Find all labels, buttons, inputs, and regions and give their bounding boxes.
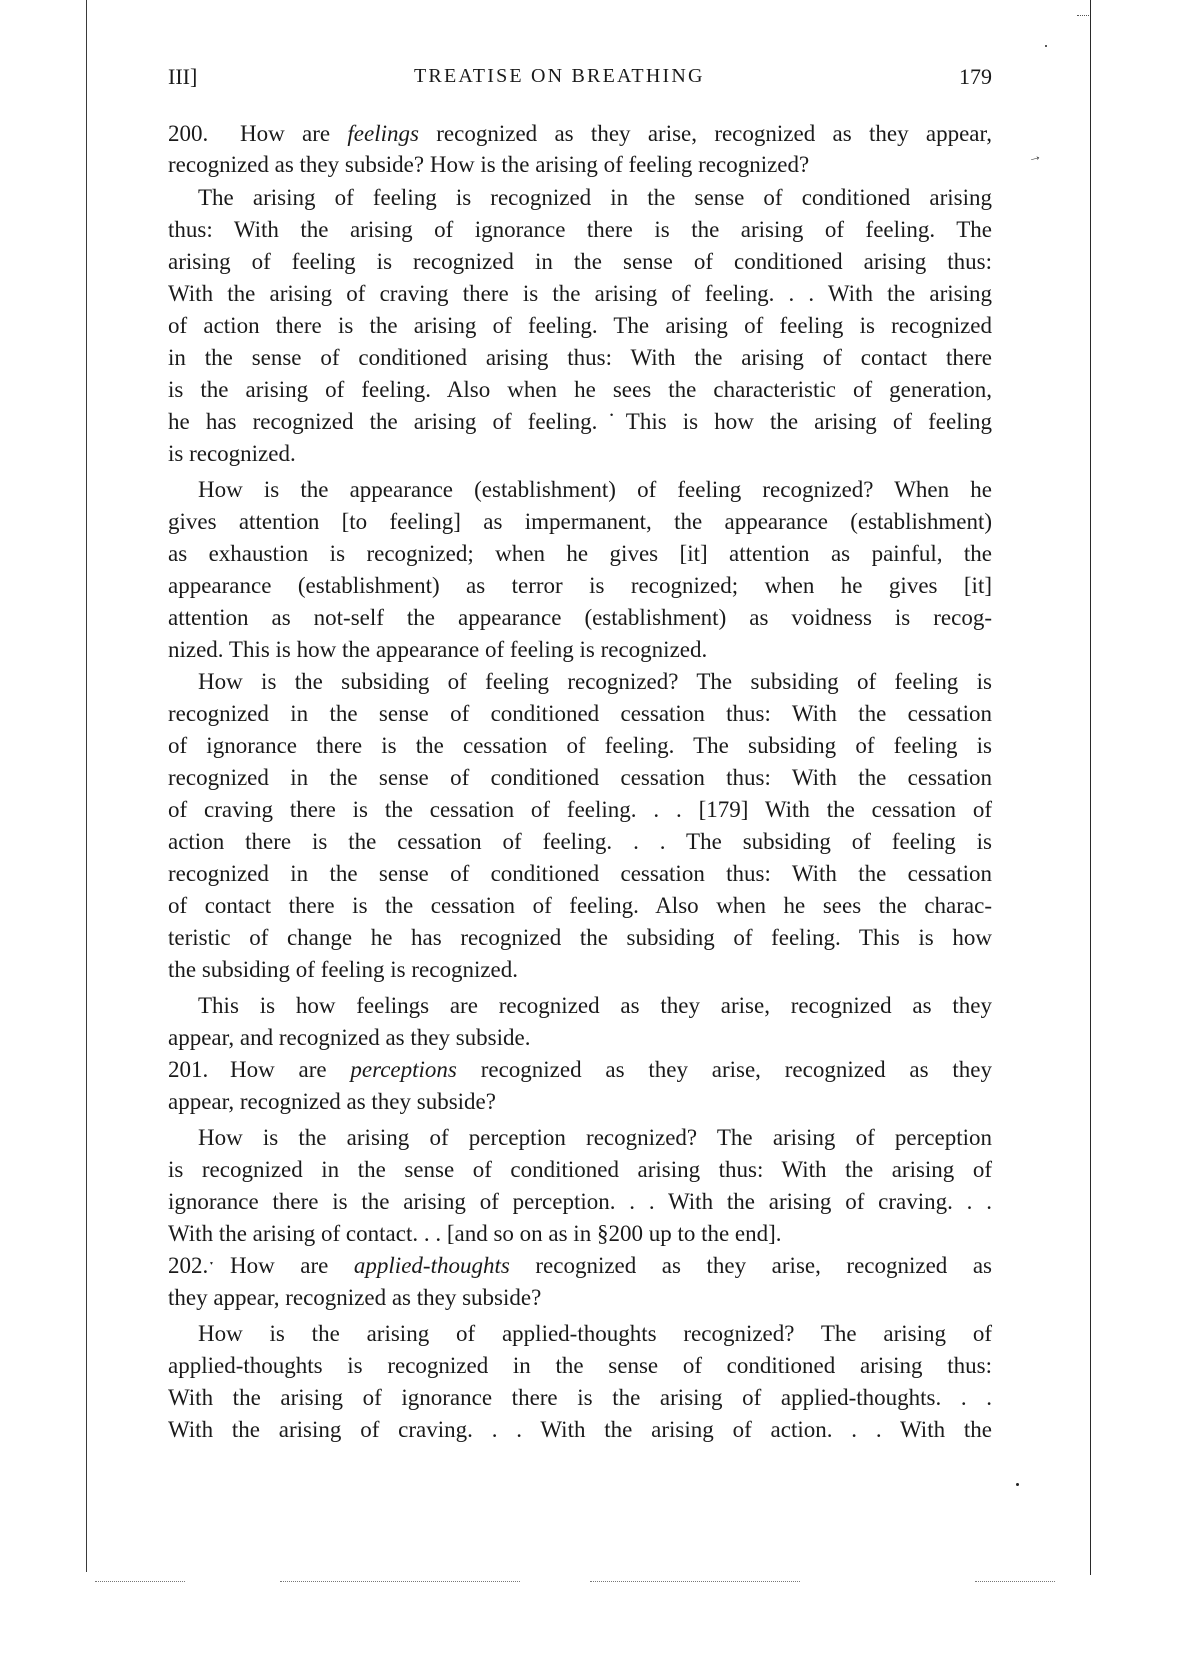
scan-noise-bottom <box>975 1581 1055 1582</box>
heading-term: applied-thoughts <box>353 1253 510 1278</box>
text-line: as exhaustion is recognized; when he gives [it] attention as painful, the <box>168 541 992 566</box>
text-line: With the arising of contact. . . [and so on as in §200 up to the end]. <box>168 1221 782 1246</box>
heading-text: recognized as they arise, recognized as they appear, <box>418 121 992 146</box>
section-number: 201. <box>168 1057 209 1082</box>
text-line: he has recognized the arising of feeling.˙This is how the arising of feeling <box>168 409 992 434</box>
running-title: TREATISE ON BREATHING <box>414 65 705 87</box>
heading-text: How are <box>230 1253 354 1278</box>
heading-text: recognized as they arise, recognized as <box>509 1253 993 1278</box>
text-line: of craving there is the cessation of feeling. . . [179] With the cessation of <box>168 797 992 822</box>
text-line: attention as not-self the appearance (establishment) as voidness is recog- <box>168 605 992 630</box>
heading-text: How are <box>240 121 348 146</box>
text-line: recognized as they subside? How is the arising of feeling recognized? <box>168 152 810 177</box>
text-line: teristic of change he has recognized the subsiding of feeling. This is how <box>168 925 992 950</box>
text-line: appearance (establishment) as terror is recognized; when he gives [it] <box>168 573 992 598</box>
section-number: 202.ˑ <box>168 1253 215 1278</box>
text-line: is the arising of feeling. Also when he sees the characteristic of generation, <box>168 377 992 402</box>
section-200-heading <box>168 118 992 150</box>
scan-border-right <box>1090 0 1091 1575</box>
section-201-heading <box>168 1054 992 1086</box>
text-line: How is the arising of applied-thoughts recognized? The arising of <box>198 1321 992 1346</box>
text-line: How is the appearance (establishment) of feeling recognized? When he <box>198 477 992 502</box>
text-line: of action there is the arising of feeling. The arising of feeling is recognized <box>168 313 992 338</box>
scan-border-left <box>86 0 87 1572</box>
text-line: With the arising of craving. . . With the arising of action. . . With the <box>168 1417 992 1442</box>
text-line: they appear, recognized as they subside? <box>168 1285 542 1310</box>
text-line: thus: With the arising of ignorance there is the arising of feeling. The <box>168 217 992 242</box>
text-line: With the arising of craving there is the arising of feeling. . . With the arising <box>168 281 992 306</box>
page-number: 179 <box>959 64 992 89</box>
scan-noise-bottom <box>590 1581 800 1582</box>
text-line: The arising of feeling is recognized in the sense of conditioned arising <box>198 185 992 210</box>
text-line: recognized in the sense of conditioned cessation thus: With the cessation <box>168 701 992 726</box>
text-line: in the sense of conditioned arising thus: With the arising of contact there <box>168 345 992 370</box>
text-line: recognized in the sense of conditioned cessation thus: With the cessation <box>168 861 992 886</box>
heading-text: How are <box>230 1057 351 1082</box>
running-head <box>168 64 992 96</box>
chapter-marker: III] <box>168 64 198 89</box>
text-line: action there is the cessation of feeling. . . The subsiding of feeling is <box>168 829 992 854</box>
text-line: of contact there is the cessation of feeling. Also when he sees the charac- <box>168 893 992 918</box>
text-line: How is the subsiding of feeling recognized? The subsiding of feeling is <box>198 669 992 694</box>
heading-text: recognized as they arise, recognized as they <box>456 1057 993 1082</box>
text-line: applied-thoughts is recognized in the sense of conditioned arising thus: <box>168 1353 992 1378</box>
text-line: arising of feeling is recognized in the sense of conditioned arising thus: <box>168 249 992 274</box>
text-line: the subsiding of feeling is recognized. <box>168 957 519 982</box>
scan-speck <box>1045 45 1047 47</box>
text-line: ignorance there is the arising of perception. . . With the arising of craving. . . <box>168 1189 992 1214</box>
text-line: How is the arising of perception recognized? The arising of perception <box>198 1125 992 1150</box>
text-line: With the arising of ignorance there is the arising of applied-thoughts. . . <box>168 1385 992 1410</box>
text-line: appear, and recognized as they subside. <box>168 1025 531 1050</box>
scan-noise-bottom <box>280 1581 520 1582</box>
text-line: of ignorance there is the cessation of feeling. The subsiding of feeling is <box>168 733 992 758</box>
scan-speck <box>1016 1483 1019 1486</box>
text-line: is recognized. <box>168 441 296 466</box>
scan-border-tick <box>1077 15 1089 16</box>
scan-noise-bottom <box>95 1581 185 1582</box>
heading-term: perceptions <box>350 1057 457 1082</box>
text-line: recognized in the sense of conditioned cessation thus: With the cessation <box>168 765 992 790</box>
text-line: appear, recognized as they subside? <box>168 1089 496 1114</box>
section-number: 200. <box>168 121 209 146</box>
text-line: nized. This is how the appearance of feeling is recognized. <box>168 637 708 662</box>
heading-term: feelings <box>347 121 419 146</box>
text-line: This is how feelings are recognized as they arise, recognized as they <box>198 993 992 1018</box>
section-202-heading <box>168 1250 992 1282</box>
text-line: gives attention [to feeling] as impermanent, the appearance (establishment) <box>168 509 992 534</box>
text-line: is recognized in the sense of conditioned arising thus: With the arising of <box>168 1157 992 1182</box>
margin-mark-icon: → <box>1026 148 1044 167</box>
